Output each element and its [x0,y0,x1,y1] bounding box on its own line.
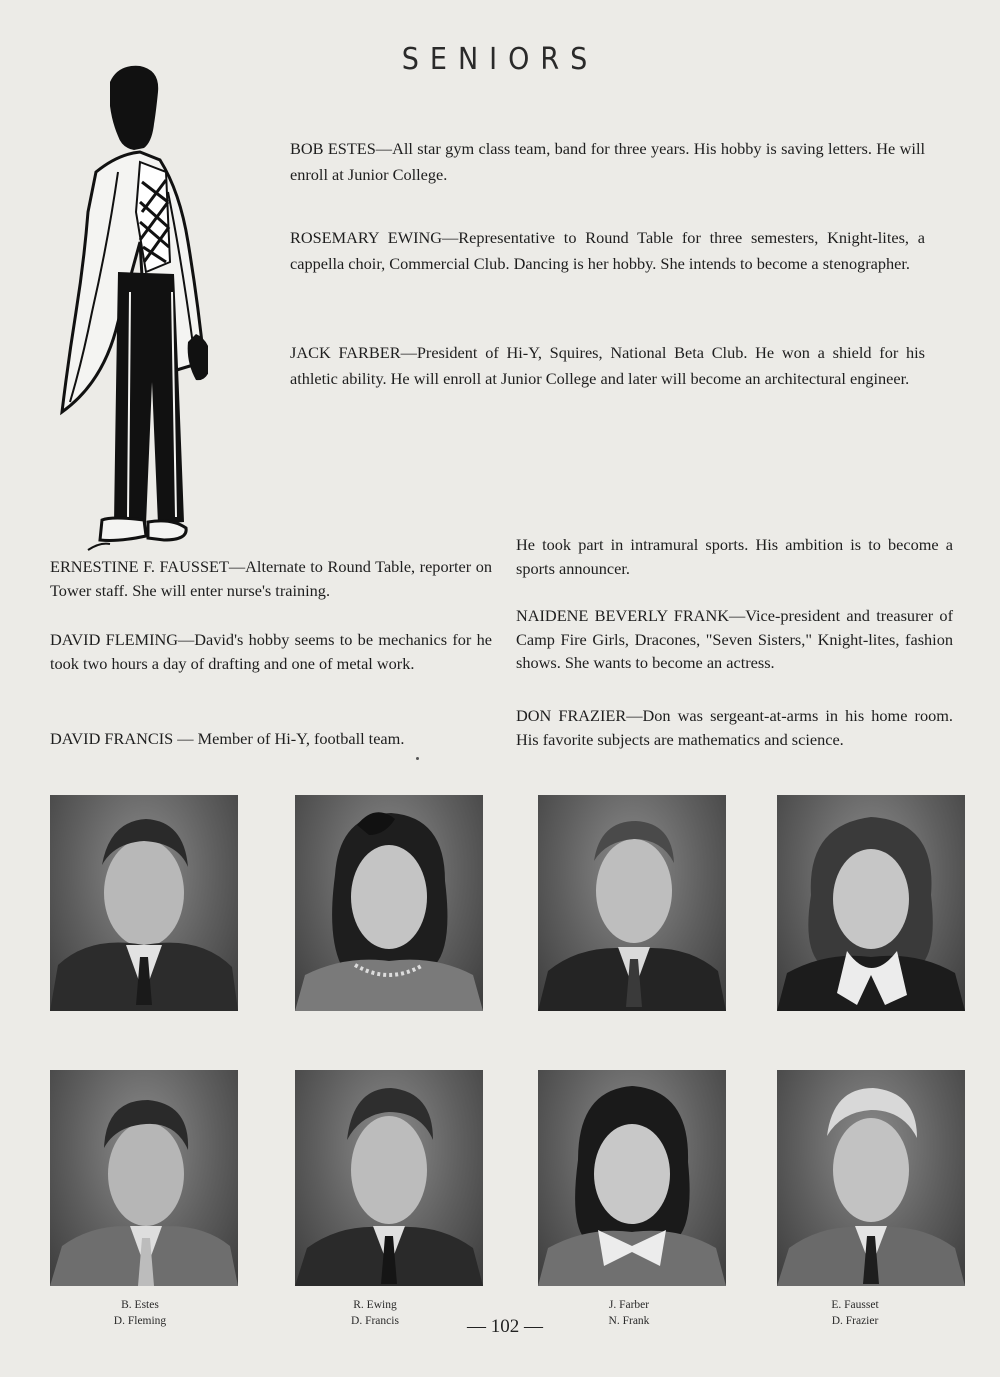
portrait-photo [777,795,965,1011]
bio-david-fleming: DAVID FLEMING—David's hobby seems to be mechanics for he took two hours a day of drafting and one of metal work. [50,630,492,673]
photo-caption [45,1298,235,1329]
portrait-photo [538,795,726,1011]
page-title: SENIORS [401,42,599,78]
caption-bottom-name: D. Francis [351,1314,399,1327]
portrait-photo [295,795,483,1011]
portrait-photo [538,1070,726,1286]
bio-ernestine-fausset: ERNESTINE F. FAUSSET—Alternate to Round Table, reporter on Tower staff. She will enter nurse's training. [50,557,492,600]
bio-jack-farber: JACK FARBER—President of Hi-Y, Squires, National Beta Club. He won a shield for his athletic ability. He will enroll at Junior College and later will become an architectural engineer. [290,343,925,388]
portrait-photo [50,1070,238,1286]
caption-top-name: B. Estes [121,1299,159,1311]
photo-caption [760,1298,950,1329]
portrait-photo [295,1070,483,1286]
caption-bottom-name: N. Frank [608,1314,650,1327]
caption-bottom-name: D. Frazier [831,1314,879,1327]
bio-continued: He took part in intramural sports. His ambition is to become a sports announcer. [516,535,953,578]
student-illustration [48,62,208,562]
portrait-photo [50,795,238,1011]
caption-top-name: E. Fausset [831,1299,879,1311]
portrait-photo [777,1070,965,1286]
caption-top-name: J. Farber [608,1299,650,1311]
bio-naidene-frank: NAIDENE BEVERLY FRANK—Vice-president and treasurer of Camp Fire Girls, Dracones, "Seven Sisters," Knight-lites, fashion shows. She wants to become an actress. [516,606,953,672]
bio-rosemary-ewing: ROSEMARY EWING—Representative to Round Table for three semesters, Knight-lites, a cappella choir, Commercial Club. Dancing is her hobby. She intends to become a stenographer. [290,228,925,273]
bio-bob-estes: BOB ESTES—All star gym class team, band for three years. His hobby is saving letters. He will enroll at Junior College. [290,139,925,184]
page-number: — 102 — [467,1316,543,1337]
decorative-dot [416,757,419,760]
bio-david-francis: DAVID FRANCIS — Member of Hi-Y, football team. [50,729,405,748]
caption-bottom-name: D. Fleming [113,1314,167,1327]
caption-top-name: R. Ewing [353,1299,397,1311]
bio-don-frazier: DON FRAZIER—Don was sergeant-at-arms in his home room. His favorite subjects are mathematics and science. [516,706,953,749]
